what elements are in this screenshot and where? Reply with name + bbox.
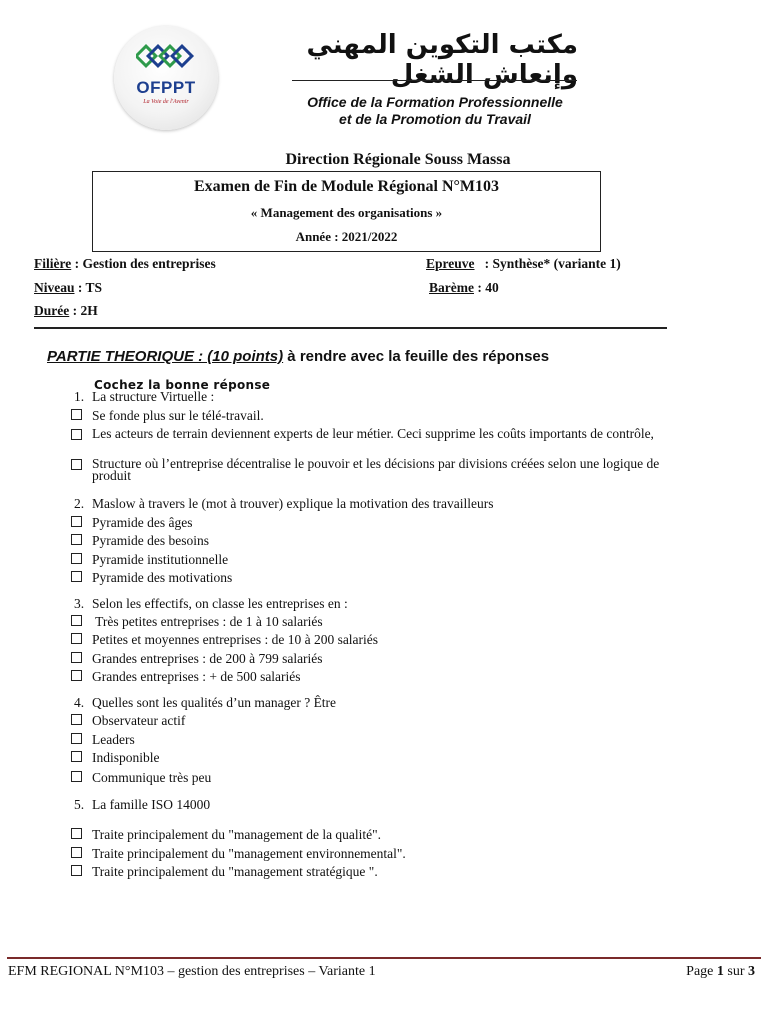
question-2-number: 2. <box>74 496 85 511</box>
checkbox[interactable] <box>71 633 82 644</box>
option-label: Pyramide institutionnelle <box>92 552 229 567</box>
checkbox[interactable] <box>71 652 82 663</box>
option-label: Petites et moyennes entreprises : de 10 à 200 salariés <box>92 632 379 647</box>
option-label: Pyramide des besoins <box>92 533 209 548</box>
option-label: Pyramide des motivations <box>92 570 233 585</box>
niveau-value: : TS <box>74 280 103 295</box>
logo-slogan: La Voie de l'Avenir <box>143 99 189 105</box>
question-3-option <box>0 669 768 685</box>
question-1-option <box>0 428 768 456</box>
option-label: Les acteurs de terrain deviennent experts de leur métier. Ceci supprime les coûts importants de contrôle, <box>92 426 654 441</box>
epreuve-field <box>426 256 621 272</box>
checkbox[interactable] <box>71 828 82 839</box>
office-name <box>280 94 590 128</box>
header-divider <box>292 80 577 81</box>
question-4-number: 4. <box>74 695 85 710</box>
question-4-option <box>0 732 768 748</box>
checkbox[interactable] <box>71 553 82 564</box>
exam-subtitle: « Management des organisations » <box>250 205 443 220</box>
option-label: Très petites entreprises : de 1 à 10 salariés <box>92 614 323 629</box>
question-4-text: Quelles sont les qualités d’un manager ? Être <box>92 695 337 710</box>
checkbox[interactable] <box>71 714 82 725</box>
question-1-text: La structure Virtuelle : <box>92 389 215 404</box>
question-5-option <box>0 864 768 880</box>
checkbox[interactable] <box>71 534 82 545</box>
checkbox[interactable] <box>71 865 82 876</box>
question-3-text: Selon les effectifs, on classe les entreprises en : <box>92 596 348 611</box>
question-5-text: La famille ISO 14000 <box>92 797 211 812</box>
checkbox[interactable] <box>71 571 82 582</box>
exam-title: Examen de Fin de Module Régional N°M103 <box>193 178 500 195</box>
bareme-label: Barème <box>429 280 474 295</box>
question-2-option <box>0 570 768 586</box>
footer-divider <box>7 957 761 959</box>
logo-rings-icon <box>136 42 196 76</box>
arabic-title: مكتب التكوين المهني وإنعاش الشغل <box>306 30 578 90</box>
duree-label: Durée <box>34 303 70 318</box>
question-2-option <box>0 515 768 531</box>
question-2-option <box>0 552 768 568</box>
checkbox[interactable] <box>71 847 82 858</box>
option-label: Traite principalement du "management environnemental". <box>92 846 406 861</box>
niveau-field <box>34 280 102 296</box>
question-5-option <box>0 846 768 862</box>
question-4-option <box>0 713 768 729</box>
option-label: Structure où l’entreprise décentralise le pouvoir et les décisions par divisions créées selon une logique de produit <box>92 456 660 483</box>
niveau-label: Niveau <box>34 280 75 295</box>
partie-title-rest: à rendre avec la feuille des réponses <box>283 348 550 365</box>
bareme-value: : 40 <box>473 280 499 295</box>
office-line-1: Office de la Formation Professionnelle <box>307 94 563 110</box>
question-5-option <box>0 827 768 843</box>
epreuve-value: : Synthèse* (variante 1) <box>474 256 621 271</box>
logo-text: OFPPT <box>136 78 196 97</box>
question-3-option <box>0 632 768 648</box>
checkbox[interactable] <box>71 751 82 762</box>
info-divider <box>34 327 667 329</box>
epreuve-label: Epreuve <box>426 256 475 271</box>
question-3-number: 3. <box>74 596 85 611</box>
question-3-option <box>0 651 768 667</box>
option-label: Communique très peu <box>92 770 212 785</box>
office-line-2: et de la Promotion du Travail <box>339 111 531 127</box>
duree-field <box>34 303 98 319</box>
option-label: Indisponible <box>92 750 160 765</box>
page-mid: sur <box>723 964 748 979</box>
option-label: Observateur actif <box>92 713 186 728</box>
checkbox[interactable] <box>71 615 82 626</box>
question-5-number: 5. <box>74 797 85 812</box>
page-prefix: Page <box>686 964 717 979</box>
checkbox[interactable] <box>71 409 82 420</box>
question-4-option <box>0 770 768 786</box>
checkbox[interactable] <box>71 771 82 782</box>
bareme-field <box>429 280 499 296</box>
option-label: Grandes entreprises : + de 500 salariés <box>92 669 301 684</box>
partie-title-emphasis: PARTIE THEORIQUE : (10 points) <box>47 348 284 365</box>
option-label: Traite principalement du "management stratégique ". <box>92 864 378 879</box>
checkbox[interactable] <box>71 733 82 744</box>
checkbox[interactable] <box>71 516 82 527</box>
direction-title: Direction Régionale Souss Massa <box>285 151 511 168</box>
question-1-option <box>0 408 768 422</box>
checkbox[interactable] <box>71 459 82 470</box>
question-3-option <box>0 614 768 630</box>
instruction-text: Cochez la bonne réponse <box>94 378 271 392</box>
option-label: Traite principalement du "management de la qualité". <box>92 827 382 842</box>
footer-title: EFM REGIONAL N°M103 – gestion des entreprises – Variante 1 <box>8 964 376 979</box>
filiere-field <box>34 256 216 272</box>
filiere-value: : Gestion des entreprises <box>71 256 216 271</box>
question-4-option <box>0 750 768 766</box>
duree-value: : 2H <box>69 303 98 318</box>
option-label: Pyramide des âges <box>92 515 193 530</box>
partie-title <box>47 348 549 365</box>
page-current: 1 <box>716 964 724 979</box>
page-total: 3 <box>748 964 755 979</box>
option-label: Se fonde plus sur le télé-travail. <box>92 408 264 423</box>
checkbox[interactable] <box>71 670 82 681</box>
ofppt-logo <box>114 26 218 130</box>
question-1-option <box>0 458 768 486</box>
question-2-option <box>0 533 768 549</box>
question-1-number: 1. <box>74 389 85 404</box>
filiere-label: Filière <box>34 256 72 271</box>
exam-year: Année : 2021/2022 <box>295 229 398 244</box>
option-label: Grandes entreprises : de 200 à 799 salariés <box>92 651 323 666</box>
question-2-text: Maslow à travers le (mot à trouver) explique la motivation des travailleurs <box>92 496 494 511</box>
exam-box <box>92 171 601 252</box>
page-number <box>640 964 755 980</box>
option-label: Leaders <box>92 732 135 747</box>
checkbox[interactable] <box>71 429 82 440</box>
